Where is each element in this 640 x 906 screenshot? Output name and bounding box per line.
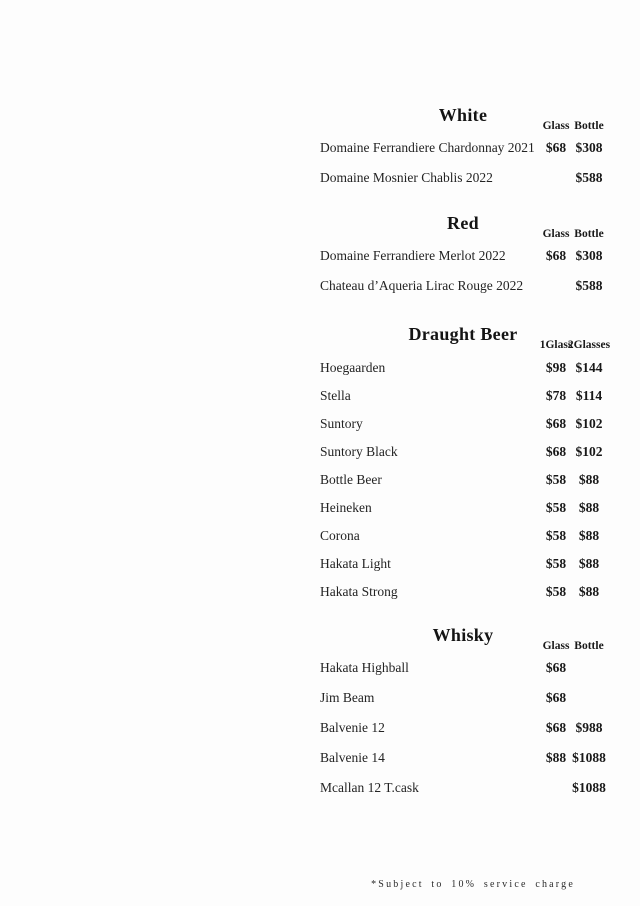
item-name: Jim Beam (320, 690, 375, 705)
column-header-2: Bottle (574, 228, 604, 240)
item-price-bottle: $88 (578, 500, 600, 515)
item-name: Bottle Beer (320, 472, 382, 487)
item-name: Balvenie 14 (320, 750, 385, 765)
item-price-bottle: $102 (575, 416, 603, 431)
item-price-bottle: $988 (575, 720, 603, 735)
item-price-bottle: $308 (575, 248, 603, 263)
column-header-1: Glass (542, 228, 570, 240)
item-price-bottle: $88 (578, 528, 600, 543)
item-price-bottle: $588 (575, 170, 603, 185)
item-price-glass: $68 (545, 140, 567, 155)
item-price-glass: $68 (545, 444, 567, 459)
section-title: Red (447, 213, 479, 233)
service-charge-note: *Subject to 10% service charge (371, 879, 575, 890)
item-rows (320, 133, 606, 193)
menu-item-row (320, 466, 606, 494)
menu-item-row (320, 683, 606, 713)
column-header-2: Bottle (574, 120, 604, 132)
item-price-bottle: $1088 (572, 750, 606, 765)
section-white (320, 105, 606, 193)
item-name: Corona (320, 528, 360, 543)
item-price-bottle: $102 (575, 444, 603, 459)
item-price-bottle: $308 (575, 140, 603, 155)
section-title: Whisky (432, 625, 494, 645)
item-price-bottle: $88 (578, 556, 600, 571)
item-rows (320, 653, 606, 803)
section-title: White (438, 105, 488, 125)
item-name: Heineken (320, 500, 372, 515)
column-header-1: 1Glass (539, 339, 573, 351)
menu-item-row (320, 653, 606, 683)
item-name: Hakata Light (320, 556, 391, 571)
item-price-glass: $68 (545, 248, 567, 263)
item-price-bottle: $88 (578, 472, 600, 487)
menu-item-row (320, 354, 606, 382)
menu-item-row (320, 382, 606, 410)
item-name: Domaine Ferrandiere Merlot 2022 (320, 248, 506, 263)
menu-item-row (320, 410, 606, 438)
drinks-menu (320, 0, 611, 803)
item-name: Stella (320, 388, 351, 403)
section-whisky (320, 625, 606, 803)
item-price-glass: $78 (545, 388, 567, 403)
item-price-glass: $68 (545, 416, 567, 431)
menu-item-row (320, 241, 606, 271)
item-rows (320, 241, 606, 301)
item-price-glass: $58 (545, 528, 567, 543)
item-name: Mcallan 12 T.cask (320, 780, 419, 795)
menu-item-row (320, 271, 606, 301)
menu-item-row (320, 550, 606, 578)
item-name: Suntory (320, 416, 363, 431)
section-red (320, 213, 606, 301)
item-price-bottle: $588 (575, 278, 603, 293)
item-name: Balvenie 12 (320, 720, 385, 735)
item-price-glass: $58 (545, 556, 567, 571)
column-header-1: Glass (542, 120, 570, 132)
menu-item-row (320, 773, 606, 803)
item-price-bottle: $144 (575, 360, 603, 375)
column-header-2: 2Glasses (567, 339, 611, 351)
item-price-glass: $68 (545, 720, 567, 735)
item-name: Hakata Highball (320, 660, 409, 675)
item-name: Suntory Black (320, 444, 398, 459)
menu-item-row (320, 743, 606, 773)
section-title: Draught Beer (408, 324, 518, 344)
item-price-glass: $98 (545, 360, 567, 375)
item-name: Domaine Mosnier Chablis 2022 (320, 170, 493, 185)
item-price-glass: $88 (545, 750, 567, 765)
menu-item-row (320, 578, 606, 606)
item-name: Hakata Strong (320, 584, 398, 599)
item-price-bottle: $1088 (572, 780, 606, 795)
item-price-glass: $68 (545, 660, 567, 675)
menu-item-row (320, 522, 606, 550)
column-header-1: Glass (542, 640, 570, 652)
item-rows (320, 354, 606, 606)
item-price-glass: $58 (545, 584, 567, 599)
menu-item-row (320, 163, 606, 193)
item-price-bottle: $114 (575, 388, 603, 403)
item-name: Domaine Ferrandiere Chardonnay 2021 (320, 140, 535, 155)
column-header-2: Bottle (574, 640, 604, 652)
item-price-glass: $58 (545, 472, 567, 487)
item-price-glass: $58 (545, 500, 567, 515)
section-draught-beer (320, 324, 611, 606)
item-name: Hoegaarden (320, 360, 386, 375)
item-price-bottle: $88 (578, 584, 600, 599)
item-price-glass: $68 (545, 690, 567, 705)
menu-item-row (320, 494, 606, 522)
menu-item-row (320, 713, 606, 743)
menu-item-row (320, 133, 606, 163)
menu-item-row (320, 438, 606, 466)
item-name: Chateau d’Aqueria Lirac Rouge 2022 (320, 278, 524, 293)
